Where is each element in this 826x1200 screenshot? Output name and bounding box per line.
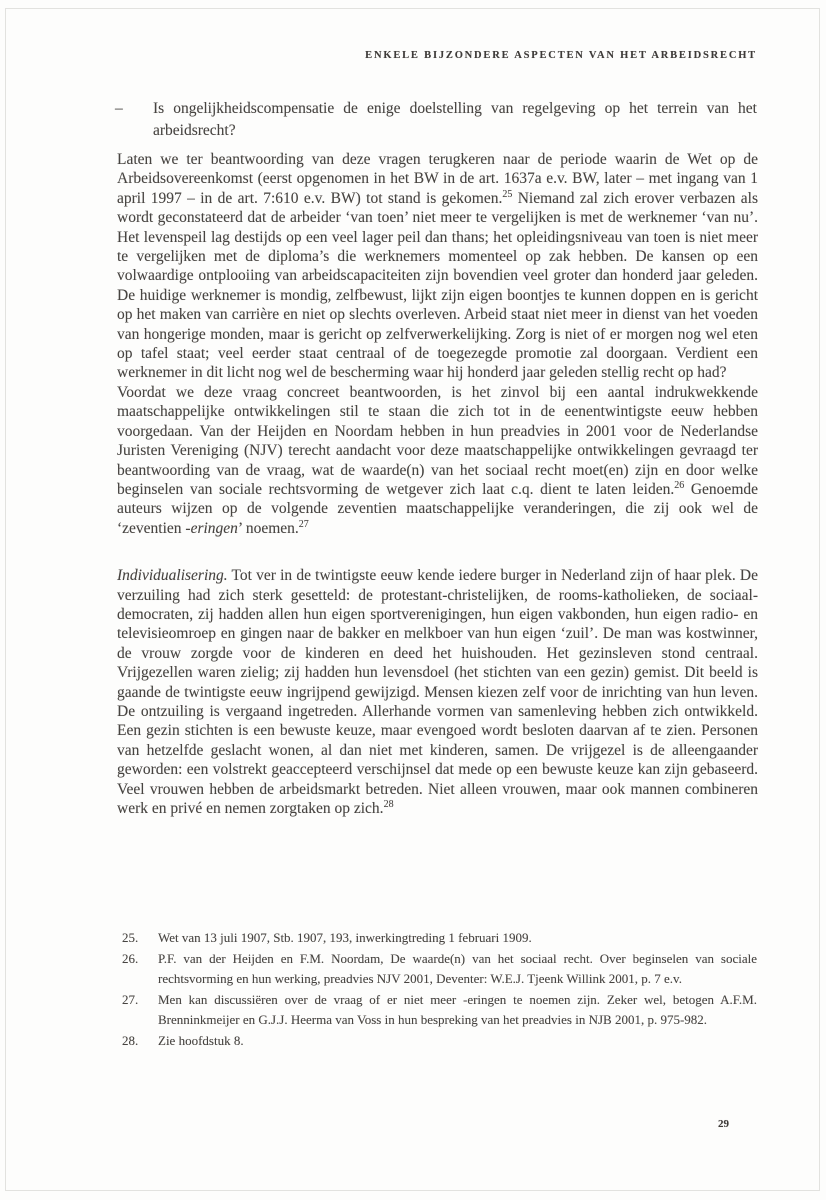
footnote-27-number: 27.	[122, 991, 139, 1007]
paragraph-3	[117, 566, 758, 818]
paragraph-1-text-cont: Niemand zal zich erover verbazen als wordt geconstateerd dat de arbeider ‘van toen’ niet meer te vergelijken is met de werknemer ‘van nu’. Het levenspeil lag destijds op een veel lager peil dan thans; het opleidingsniveau van toen is niet meer te vergelijken met de diploma’s die werknemers momenteel op zak hebben. De kansen op een volwaardige ontplooiing van arbeidscapaciteiten zijn bovendien veel groter dan honderd jaar geleden. De huidige werknemer is mondig, zelfbewust, lijkt zijn eigen boontjes te kunnen doppen en is gericht op het maken van carrière en niet op slechts overleven. Arbeid staat niet meer in dienst van het voeden van hongerige monden, maar is gericht op zelfverwerkelijking. Zorg is niet of er morgen nog wel eten op tafel staat; veel eerder staat centraal of de toegezegde promotie zal doorgaan. Verdient een werknemer in dit licht nog wel de bescherming waar hij honderd jaar geleden stellig recht op had?	[117, 189, 758, 382]
footnote-27-text: Men kan discussiëren over de vraag of er niet meer -eringen te noemen zijn. Zeker wel, betogen A.F.M. Brenninkmeijer en G.J.J. Heerma van Voss in hun bespreking van het preadvies in NJB 2001, p. 975-982.	[158, 991, 757, 1027]
footnote-26-text: P.F. van der Heijden en F.M. Noordam, De waarde(n) van het sociaal recht. Over beginselen van sociale rechtsvorming en hun werking, preadvies NJV 2001, Deventer: W.E.J. Tjeenk Willink 2001, p. 7 e.v.	[158, 950, 757, 986]
paragraph-3-lead-term: Individualisering.	[117, 567, 228, 585]
paragraph-2	[117, 383, 758, 538]
page-number: 29	[718, 1118, 729, 1130]
footnote-26	[122, 949, 757, 990]
footnote-28	[122, 1031, 757, 1052]
footnote-ref-26: 26	[674, 479, 685, 491]
footnote-28-number: 28.	[122, 1032, 139, 1048]
footnote-ref-25: 25	[502, 188, 513, 200]
footnote-28-text: Zie hoofdstuk 8.	[158, 1032, 244, 1048]
paragraph-2-text-cont: Genoemde auteurs wijzen op de volgende zeventien maatschappelijke veranderingen, die zij ook wel de ‘zeventien	[117, 480, 759, 537]
paragraph-2-italic-term: -eringen	[185, 519, 238, 537]
body-text	[117, 150, 758, 818]
paragraph-3-text: Tot ver in de twintigste eeuw kende iedere burger in Nederland zijn of haar plek. De verzuiling had zich sterk gesetteld: de protestant-christelijken, de rooms-katholieken, de sociaal-democraten, zij hadden allen hun eigen sportverenigingen, hun eigen vakbonden, hun eigen radio- en televisieomroep en gingen naar de bakker en melkboer van hun eigen ‘zuil’. De man was kostwinner, de vrouw zorgde voor de kinderen en deed het huishouden. Het gezinsleven stond centraal. Vrijgezellen waren zielig; zij hadden hun levensdoel (het stichten van een gezin) gemist. Dit beeld is gaande de twintigste eeuw ingrijpend gewijzigd. Mensen kiezen zelf voor de inrichting van hun leven. De ontzuiling is vergaand ingetreden. Allerhande vormen van samenleving hebben zich ontwikkeld. Een gezin stichten is een bewuste keuze, maar evengoed wordt besloten daarvan af te zien. Personen van hetzelfde geslacht wonen, al dan niet met kinderen, samen. De vrijgezel is de alleengaander geworden: een volstrekt geaccepteerd verschijnsel dat mede op een bewuste keuze kan zijn gebaseerd. Veel vrouwen hebben de arbeidsmarkt betreden. Niet alleen vrouwen, maar ook mannen combineren werk en privé en nemen zorgtaken op zich.	[117, 567, 758, 817]
paragraph-2-text: Voordat we deze vraag concreet beantwoorden, is het zinvol bij een aantal indrukwekkende maatschappelijke ontwikkelingen stil te staan die zich tot in de eenentwintigste eeuw hebben voorgedaan. Van der Heijden en Noordam hebben in hun preadvies in 2001 voor de Nederlandse Juristen Vereniging (NJV) terecht aandacht voor deze maatschappelijke ontwikkelingen gevraagd ter beantwoording van de vraag, wat de waarde(n) van het sociaal recht moet(en) zijn en door welke beginselen van sociale rechtsvorming de wetgever zich laat c.q. dient te laten leiden.	[117, 383, 758, 498]
dash-bullet: –	[115, 100, 123, 117]
footnotes-block	[122, 928, 757, 1051]
footnote-27	[122, 990, 757, 1031]
footnote-25	[122, 928, 757, 949]
footnote-ref-28: 28	[383, 798, 394, 810]
footnote-25-number: 25.	[122, 930, 139, 945]
paragraph-1	[117, 150, 758, 383]
question-text: Is ongelijkheidscompensatie de enige doelstelling van regelgeving op het terrein van het arbeidsrecht?	[153, 100, 757, 139]
footnote-26-number: 26.	[122, 950, 139, 966]
footnote-25-text: Wet van 13 juli 1907, Stb. 1907, 193, inwerkingtreding 1 februari 1909.	[158, 930, 532, 945]
question-list-item	[115, 98, 757, 141]
paragraph-1-text: Laten we ter beantwoording van deze vragen terugkeren naar de periode waarin de Wet op de Arbeidsovereenkomst (eerst opgenomen in het BW in de art. 1637a e.v. BW, later – met ingang van 1 april 1997 – in de art. 7:610 e.v. BW) tot stand is gekomen.	[117, 151, 758, 207]
footnote-ref-27: 27	[298, 518, 309, 530]
running-header: ENKELE BIJZONDERE ASPECTEN VAN HET ARBEIDSRECHT	[365, 50, 757, 61]
paragraph-2-text-end: ’ noemen.	[237, 519, 299, 537]
